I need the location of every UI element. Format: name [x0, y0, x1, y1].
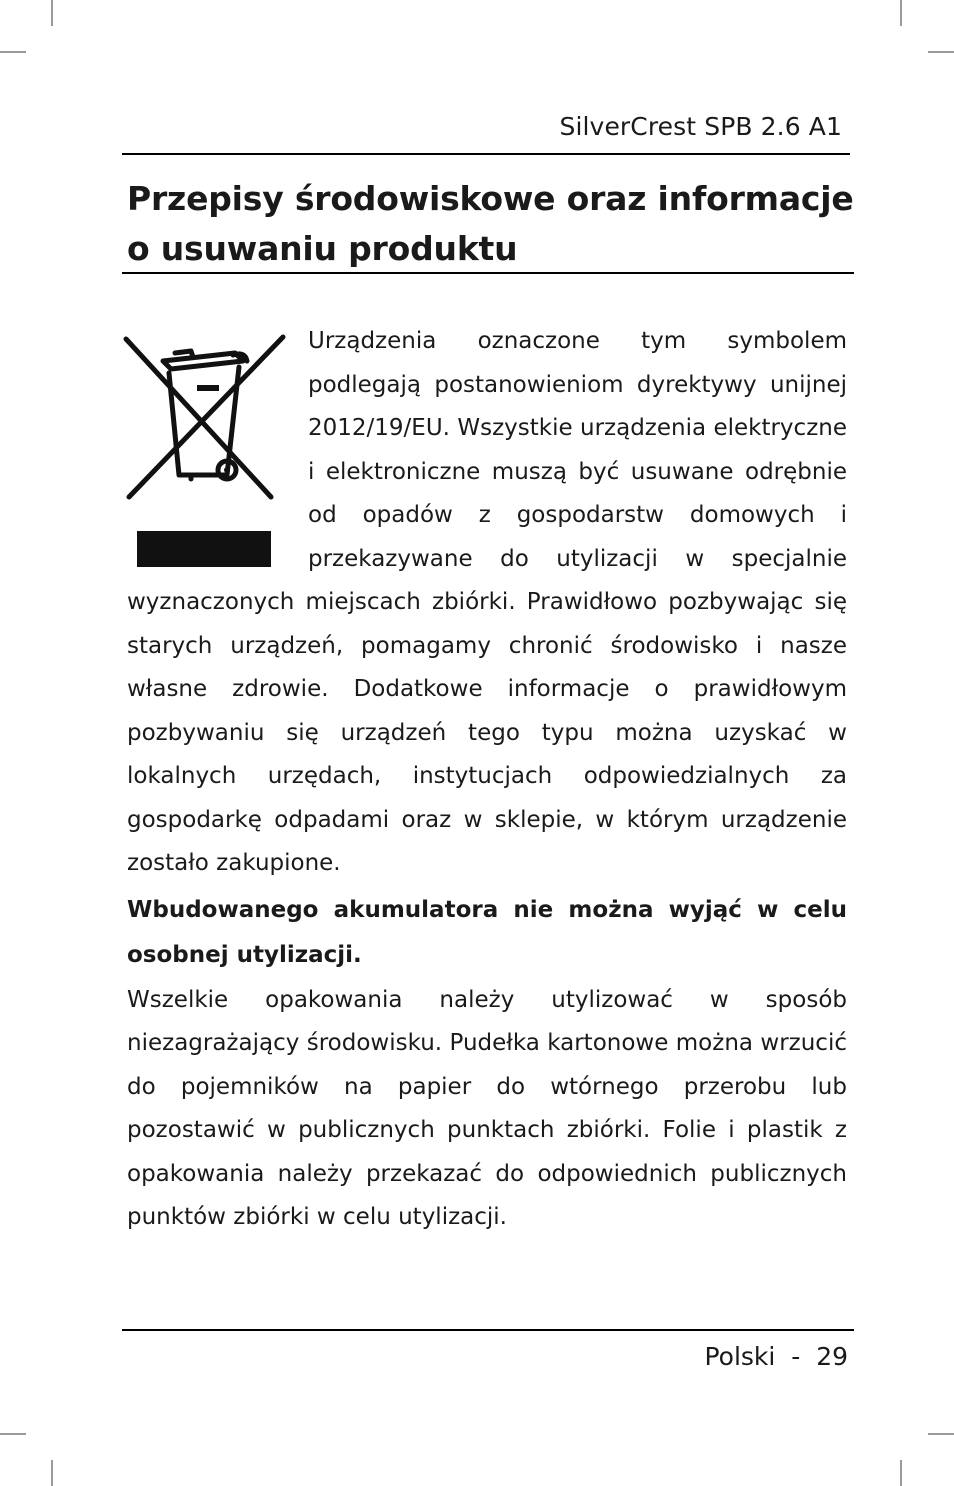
crop-mark	[928, 1433, 954, 1435]
crop-mark	[0, 51, 26, 53]
page-number: 29	[816, 1342, 848, 1371]
page-footer	[704, 1342, 848, 1371]
packaging-paragraph: Wszelkie opakowania należy utylizować w sposób niezagrażający środowisku. Pudełka kartonowe można wrzucić do pojemników na papier do wtórnego przerobu lub pozostawić w publicznych punktach zbiórki. Folie i plastik z opakowania należy przekazać do odpowiednich publicznych punktów zbiórki w celu utylizacji.	[127, 986, 847, 1230]
crop-mark	[928, 51, 954, 53]
footer-separator: -	[791, 1342, 801, 1371]
crop-mark	[900, 1460, 902, 1486]
header-rule	[122, 153, 850, 155]
footer-rule	[122, 1329, 854, 1331]
crop-mark	[51, 0, 53, 26]
battery-warning: Wbudowanego akumulatora nie można wyjąć w celu osobnej utylizacji.	[127, 896, 847, 968]
title-rule	[122, 272, 854, 274]
disposal-paragraph: Urządzenia oznaczone tym symbolem podlegają postanowieniom dyrektywy unijnej 2012/19/EU. Wszystkie urządzenia elektryczne i elektroniczne muszą być usuwane odrębnie od opadów z gospodarstw domowych i przekazywane do utylizacji w specjalnie wyznaczonych miejscach zbiórki. Prawidłowo pozbywając się starych urządzeń, pomagamy chronić środowisko i nasze własne zdrowie. Dodatkowe informacje o prawidłowym pozbywaniu się urządzeń tego typu można uzyskać w lokalnych urzędach, instytucjach odpowiedzialnych za gospodarkę odpadami oraz w sklepie, w którym urządzenie zostało zakupione.	[127, 328, 847, 876]
footer-language: Polski	[704, 1342, 776, 1371]
page-header-product: SilverCrest SPB 2.6 A1	[559, 112, 842, 141]
crop-mark	[0, 1433, 26, 1435]
crop-mark	[51, 1460, 53, 1486]
section-title: Przepisy środowiskowe oraz informacje o usuwaniu produktu	[127, 179, 854, 268]
crossed-out-wheelie-bin-icon	[123, 325, 308, 575]
section-content	[127, 320, 847, 1240]
crop-mark	[900, 0, 902, 26]
